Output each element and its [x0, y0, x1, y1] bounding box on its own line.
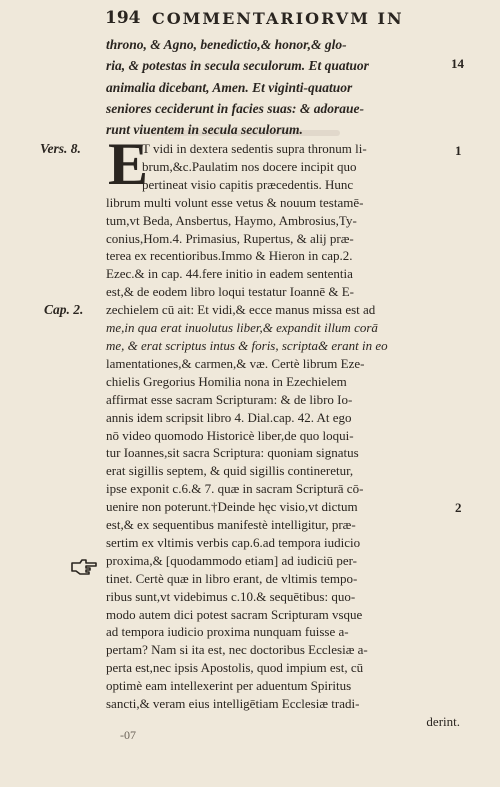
intro-line: animalia dicebant, Amen. Et viginti-quatuor [106, 79, 353, 95]
body-line: affirmat esse sacram Scripturam: & de libro Io- [106, 391, 353, 407]
body-line: brum,&c.Paulatim nos docere incipit quo [142, 158, 357, 174]
body-line: sertim ex vltimis verbis cap.6.ad tempora iudicio [106, 534, 361, 550]
body-line: est,& de eodem libro loqui testatur Ioannē & E- [106, 284, 355, 300]
body-line: terea ex recentioribus.Immo & Hieron in cap.2. [106, 248, 353, 264]
body-line: chielis Gregorius Homilia nona in Ezechielem [106, 373, 347, 389]
body-line: annis idem scripsit libro 4. Dial.cap. 42. At ego [106, 409, 352, 425]
margin-vers-label: Vers. 8. [40, 141, 81, 156]
intro-text [106, 34, 458, 140]
body-line: lamentationes,& carmen,& væ. Certè librum Eze- [106, 355, 365, 371]
margin-number-2: 2 [455, 500, 462, 515]
body-line: uenire non poterunt.†Deinde hęc visio,vt dictum [106, 499, 358, 515]
body-line: tum,vt Beda, Ansbertus, Haymo, Ambrosius,Ty- [106, 212, 357, 228]
body-line: derint. [426, 714, 460, 729]
manicule-icon [70, 555, 98, 577]
body-line: pertam? Nam si ita est, nec doctoribus Ecclesiæ a- [106, 642, 368, 658]
intro-line: ria, & potestas in secula seculorum. Et quatuor [106, 58, 369, 74]
body-line: modo autem dici potest sacram Scripturam vsque [106, 606, 363, 622]
body-line: ipse exponit c.6.& 7. quæ in sacram Scripturā cō- [106, 481, 364, 497]
body-text [106, 140, 460, 731]
margin-number-14: 14 [451, 56, 464, 71]
page-number: 194 [105, 8, 141, 28]
body-line: Ezec.& in cap. 44.fere initio in eadem sententia [106, 266, 353, 282]
margin-number-1: 1 [455, 143, 462, 158]
intro-line: seniores ceciderunt in facies suas: & adoraue- [106, 100, 364, 116]
body-line: pertineat visio capitis præcedentis. Hunc [142, 176, 354, 192]
body-line: me, & erat scriptus intus & foris, scripta& erant in eo [106, 337, 388, 353]
body-line: me,in qua erat inuolutus liber,& expandit illum corā [106, 320, 378, 336]
body-line: ad tempora iudicio proxima nunquam fuisse a- [106, 624, 349, 640]
running-title: COMMENTARIORVM IN [152, 9, 404, 28]
body-line: T vidi in dextera sedentis supra thronum li- [142, 141, 367, 156]
body-line: erat sigillis septem, & quid sigillis contineretur, [106, 463, 354, 479]
body-line: proxima,& [quodammodo etiam] ad iudiciū per- [106, 552, 358, 568]
intro-line: runt viuentem in secula seculorum. [106, 122, 303, 138]
intro-line: throno, & Agno, benedictio,& honor,& glo- [106, 37, 347, 52]
body-line: ribus sunt,vt videbimus c.10.& sequētibus: quo- [106, 588, 356, 604]
body-line: zechielem cū ait: Et vidi,& ecce manus missa est ad [106, 302, 376, 318]
body-line: librum multi volunt esse vetus & nouum testamē- [106, 194, 364, 210]
margin-cap-label: Cap. 2. [44, 302, 84, 317]
body-line: est,& ex sequentibus manifestè intelligitur, præ- [106, 517, 356, 533]
body-line: nō video quomodo Historicè liber,de quo loqui- [106, 427, 354, 443]
drop-cap: E [108, 131, 149, 197]
catchword: -07 [120, 728, 136, 742]
body-line: sancti,& veram eius intelligētiam Ecclesiæ tradi- [106, 696, 360, 712]
body-line: conius,Hom.4. Primasius, Rupertus, & alij præ- [106, 230, 354, 246]
body-line: perta est,nec ipsis Apostolis, quod impium est, cū [106, 660, 364, 676]
body-line: tinet. Certè quæ in libro erant, de vltimis tempo- [106, 570, 358, 586]
body-line: optimè eam intellexerint per aduentum Spiritus [106, 678, 352, 694]
body-line: tur Ioannes,sit sacra Scriptura: quoniam signatus [106, 445, 359, 461]
